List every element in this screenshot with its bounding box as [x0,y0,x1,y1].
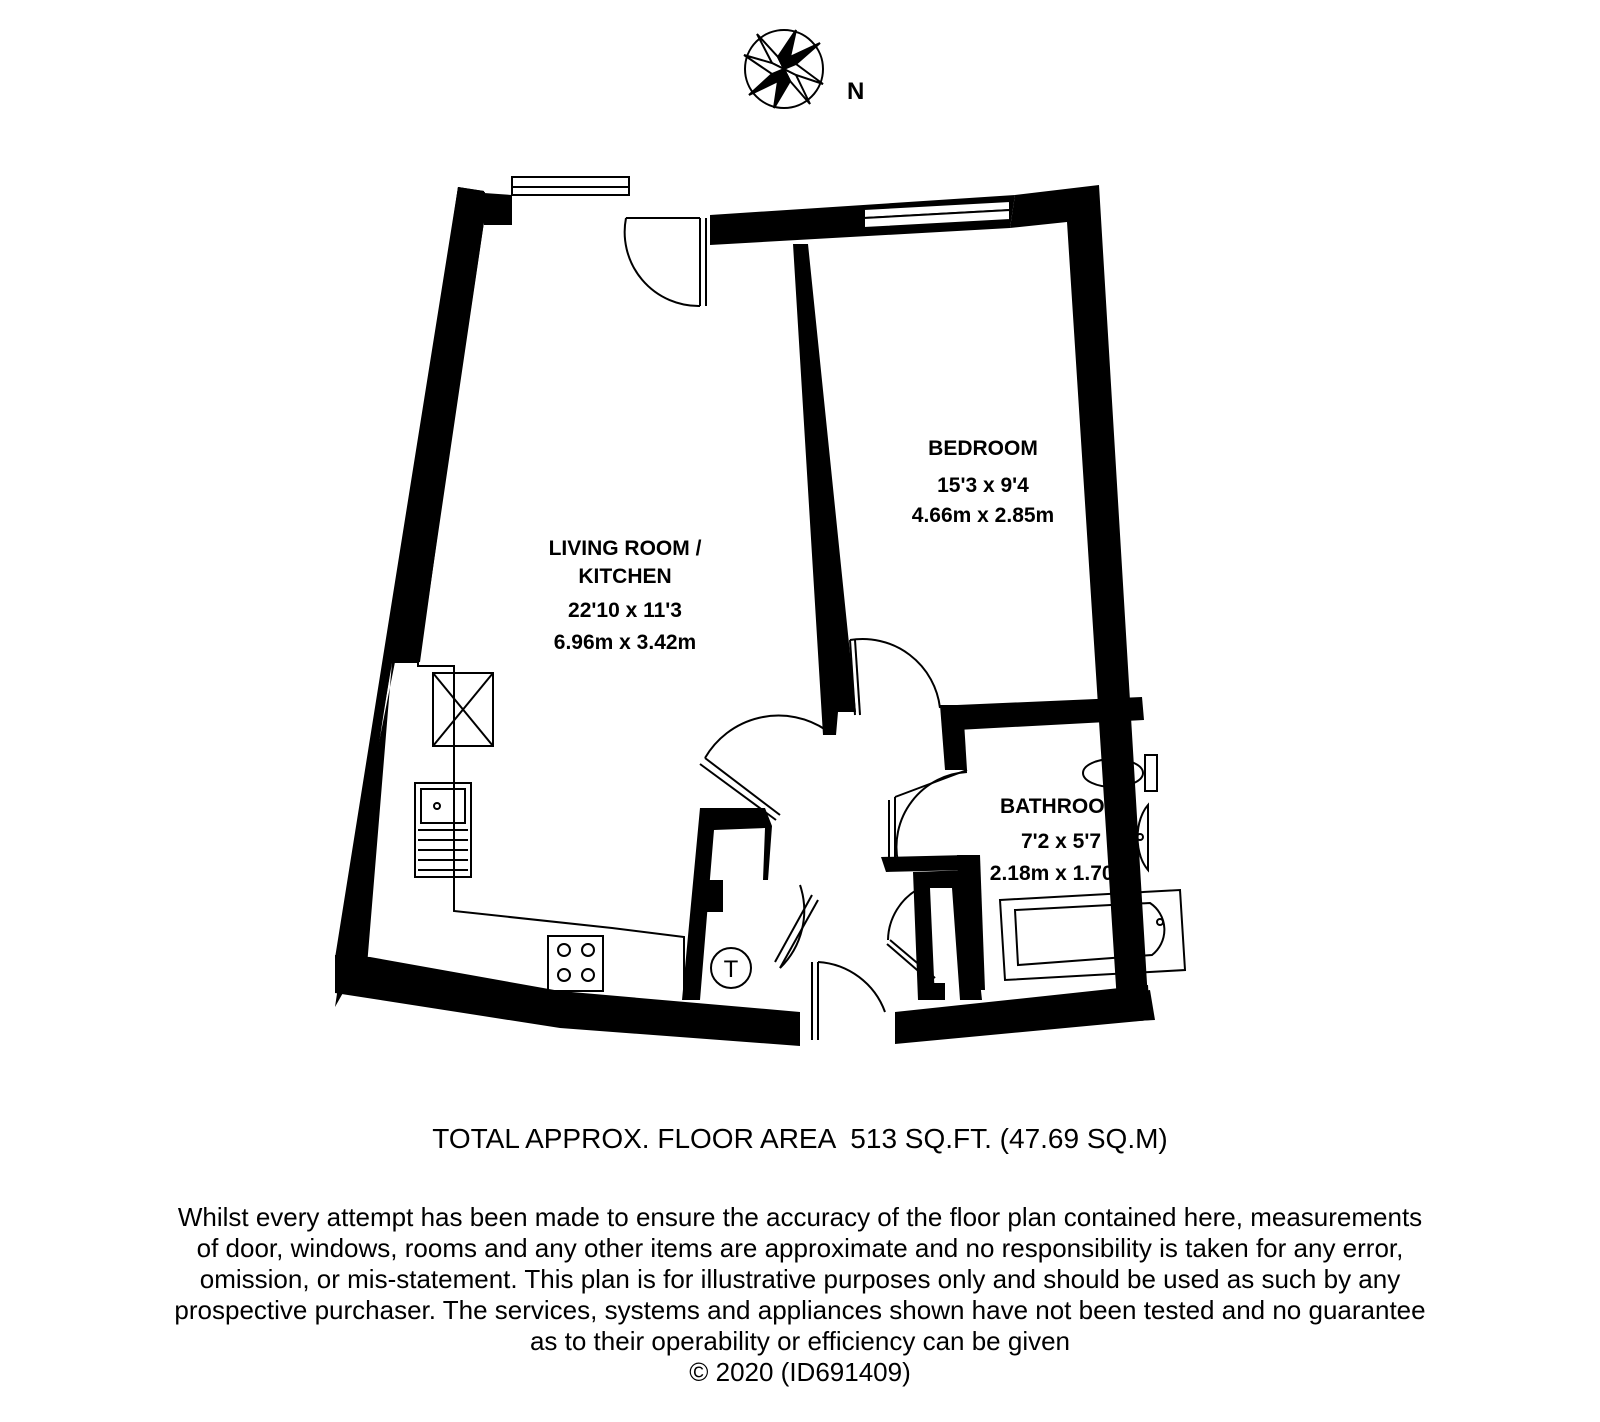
hob-icon [548,936,603,991]
svg-text:7'2 x 5'7: 7'2 x 5'7 [1020,830,1102,853]
bedroom-label [912,437,1054,527]
svg-text:BATHROOM: BATHROOM [999,795,1123,818]
bath-icon [1000,890,1185,980]
svg-text:22'10 x 11'3: 22'10 x 11'3 [568,599,682,622]
svg-text:KITCHEN: KITCHEN [578,565,672,588]
disclaimer-line: prospective purchaser. The services, systems and appliances shown have not been tested and no guarantee [174,1295,1426,1325]
internal-walls [682,244,1144,1000]
disclaimer-line: of door, windows, rooms and any other items are approximate and no responsibility is taken for any error, [196,1233,1404,1263]
svg-text:15'3 x 9'4: 15'3 x 9'4 [937,474,1029,497]
tank-label: T [723,956,739,983]
disclaimer-line: Whilst every attempt has been made to ensure the accuracy of the floor plan contained here, measurements [177,1202,1423,1232]
compass-icon [744,30,823,108]
disclaimer [120,1202,1480,1388]
copyright: © 2020 (ID691409) [689,1357,911,1387]
disclaimer-line: omission, or mis-statement. This plan is for illustrative purposes only and should be used as such by any [199,1264,1401,1294]
svg-text:BEDROOM: BEDROOM [928,437,1038,460]
svg-text:2.18m x 1.70m: 2.18m x 1.70m [989,862,1133,885]
svg-text:6.96m x 3.42m: 6.96m x 3.42m [553,631,697,654]
svg-text:LIVING ROOM /: LIVING ROOM / [548,537,702,560]
living-room-label [549,537,702,654]
north-label: N [847,78,865,105]
svg-text:4.66m x 2.85m: 4.66m x 2.85m [911,504,1055,527]
sink-icon [415,783,471,877]
total-floor-area: TOTAL APPROX. FLOOR AREA 513 SQ.FT. (47.69 SQ.M) [432,1123,1168,1154]
disclaimer-line: as to their operability or efficiency can be given [529,1326,1071,1356]
